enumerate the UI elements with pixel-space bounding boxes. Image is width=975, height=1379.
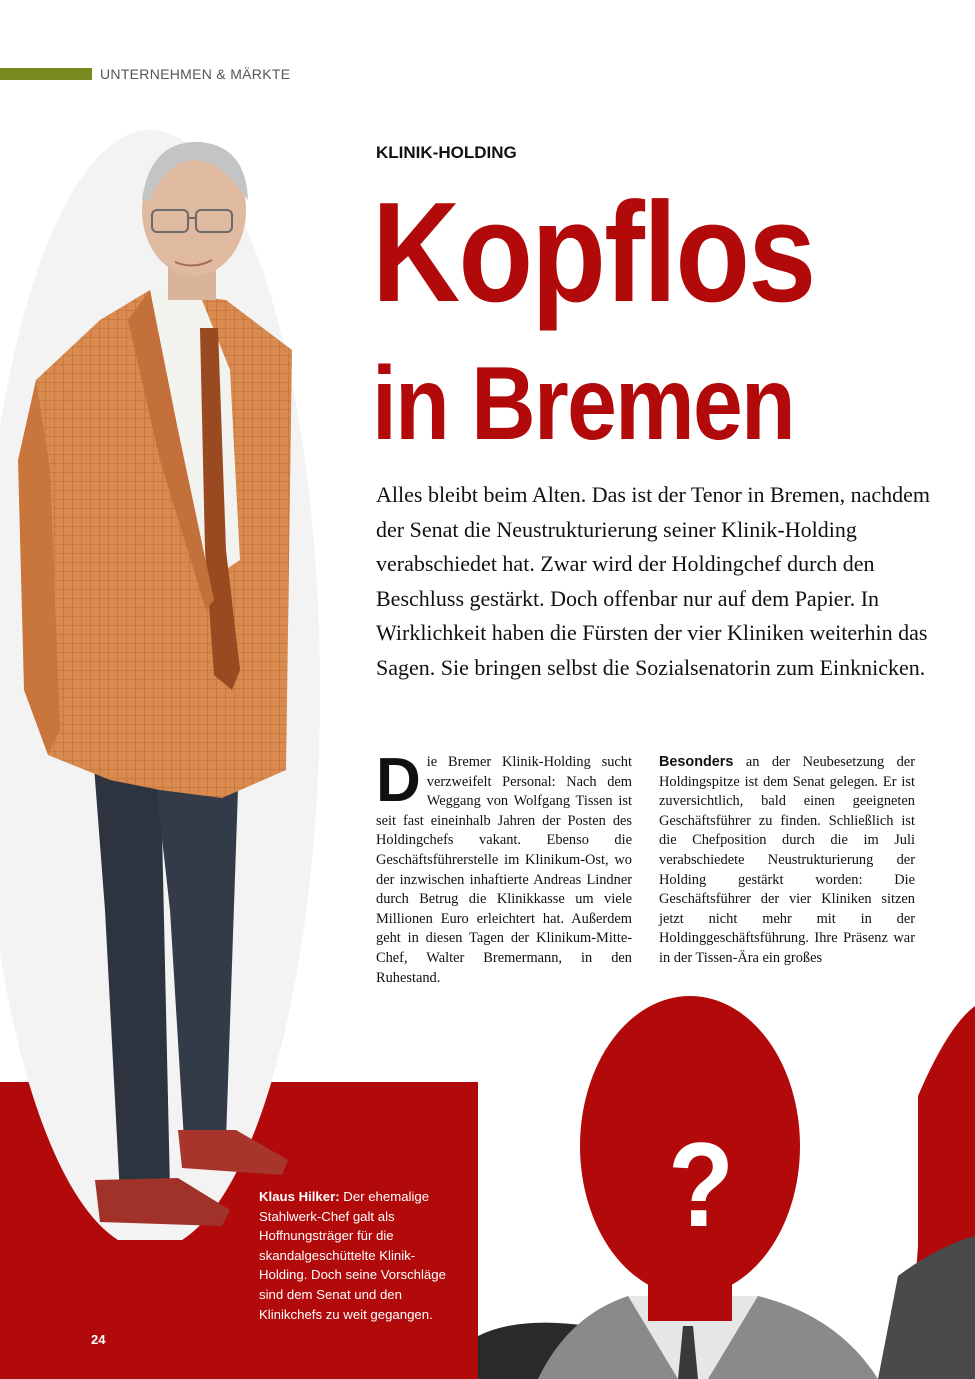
section-color-bar [0,68,92,80]
photo-caption [259,1187,454,1324]
article-lead: Alles bleibt beim Alten. Das ist der Tenor in Bremen, nachdem der Senat die Neustrukturierung seiner Klinik-Holding verabschiedet hat. Zwar wird der Holdingchef durch den Beschluss gestärkt. Doch offenbar nur auf dem Papier. In Wirklichkeit haben die Fürsten der vier Kliniken weiterhin das Sagen. Sie bringen selbst die Sozialsenatorin zum Einknicken. [376,482,931,680]
page-number: 24 [91,1332,106,1347]
headline-line-1: Kopflos [372,173,815,332]
caption-text: Der ehemalige Stahlwerk-Chef galt als Hoffnungsträger für die skandalgeschüttelte Klinik-Holding. Doch seine Vorschläge sind dem Senat und den Klinikchefs zu weit gegangen. [259,1189,446,1322]
section-label: UNTERNEHMEN & MÄRKTE [100,66,291,82]
body-column-1-text: ie Bremer Klinik-Holding sucht verzweifelt Personal: Nach dem Weggang von Wolfgang Tissen ist seit fast eineinhalb Jahren der Posten des Holdingchefs vakant. Ebenso die Geschäftsführerstelle im Klinikum-Ost, wo der inzwischen inhaftierte Andreas Lindner durch Betrug die Klinikkasse um viele Millionen Euro erleichtert hat. Außerdem geht in diesen Tagen der Klinikum-Mitte-Chef, Walter Bremermann, in den Ruhestand. [376,754,632,986]
portrait-photo [0,130,330,1240]
body-column-1 [376,746,632,988]
question-mark-icon: ? [668,1118,734,1253]
headline-line-2: in Bremen [372,346,794,462]
body-column-2 [659,753,915,969]
silhouette-illustration [478,996,975,1379]
body-column-2-lead-in: Besonders [659,754,734,770]
article-kicker: KLINIK-HOLDING [376,143,517,162]
drop-cap: D [376,746,421,815]
caption-name: Klaus Hilker: [259,1189,340,1204]
body-column-2-text: an der Neubesetzung der Holdingspitze ist dem Senat gelegen. Er ist zuversichtlich, bald einen geeigneten Geschäftsführer zu finden. Schließlich ist die Chefposition durch die im Juli verabschiedete Neustrukturierung der Holding gestärkt worden: Die Geschäftsführer der vier Kliniken sitzen jetzt nicht mehr mit in der Holdinggeschäftsführung. Ihre Präsenz war in der Tissen-Ära ein großes [659,754,915,966]
